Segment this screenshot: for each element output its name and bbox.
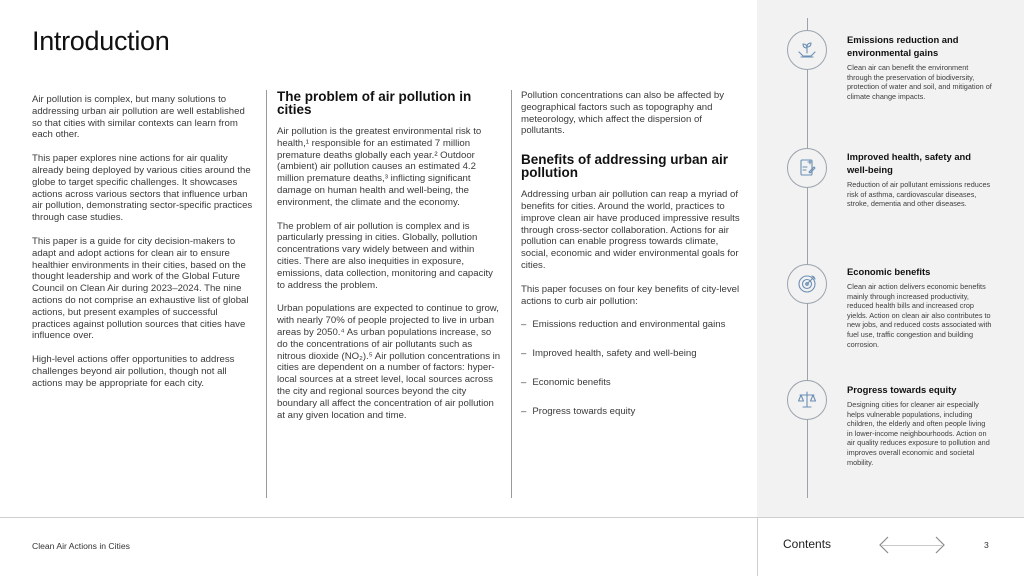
paragraph: Pollution concentrations can also be affected by geographical factors such as topography and meteorology, which affect the dispersion of pollutants. — [521, 90, 725, 137]
paragraph: This paper is a guide for city decision-makers to adapt and adopt actions for clean air to ensure healthier environments in their cities, based on the thought leadership and work of the Global Future Council on Clean Air during 2023–2024. The nine actions do not comprise an exhaustive list of global actions, but present examples of successful practices against pollution sources that cities have influence over. — [32, 235, 249, 342]
benefit-title: Emissions reduction and environmental gains — [847, 34, 959, 58]
list-item: – Emissions reduction and environmental gains — [521, 319, 726, 331]
paragraph: Air pollution is the greatest environmental risk to health,¹ responsible for an estimated 7 million premature deaths globally each year.² Outdoor (ambient) air pollution causes an estimated 4.2 million premature deaths,³ inflicting significant damage on human health and well-being, the environment, the climate and the economy. — [277, 126, 482, 208]
health-clipboard-icon — [787, 148, 827, 188]
paragraph: This paper focuses on four key benefits of city-level actions to curb air pollution: — [521, 283, 740, 307]
contents-link[interactable]: Contents — [783, 537, 832, 551]
benefits-panel — [757, 0, 1024, 517]
next-page-button[interactable] — [932, 534, 948, 556]
previous-page-button[interactable] — [876, 534, 892, 556]
benefit-text: Designing cities for cleaner air especially helps vulnerable populations, including children, the elderly and often people living in lower-income neighbourhoods. Action on air quality reduces exposure to pollution and improves overall economic and societal mobility. — [847, 400, 990, 467]
scales-icon — [787, 380, 827, 420]
problem-column — [277, 90, 501, 433]
paragraph: The problem of air pollution is complex and is particularly pressing in cities. Globally, pollution concentrations vary widely between and within cities. There are also inequities in exposure, emissions, data collection, monitoring and capacity to address the problem. — [277, 220, 493, 291]
chevron-left-icon — [876, 534, 892, 556]
document-title: Clean Air Actions in Cities — [32, 541, 130, 551]
page-number: 3 — [984, 540, 989, 550]
chevron-right-icon — [932, 534, 948, 556]
benefit-title: Progress towards equity — [847, 384, 957, 395]
section-heading: Benefits of addressing urban air pollution — [521, 152, 729, 181]
paragraph: High-level actions offer opportunities to address challenges beyond air pollution, though not all actions may be appropriate for each city. — [32, 354, 235, 389]
column-divider — [511, 90, 512, 498]
paragraph: Addressing urban air pollution can reap a myriad of benefits for cities. Around the world, practices to improve clean air have produced impressive results through cross-sector collaboration. Actions for air pollution can enable progress towards climate, social, economic and wider environmental goals for cities. — [521, 189, 740, 271]
page-title: Introduction — [32, 26, 170, 56]
footer-divider — [757, 517, 758, 576]
paragraph: Air pollution is complex, but many solutions to addressing urban air pollution are well established so that cities with similar contexts can learn from each other. — [32, 94, 245, 141]
benefit-item — [847, 150, 993, 209]
benefit-title: Improved health, safety and well-being — [847, 151, 971, 175]
list-item: – Improved health, safety and well-being — [521, 348, 697, 360]
benefit-text: Clean air action delivers economic benefits mainly through increased productivity, reduced health bills and increased crop yields. Action on clean air also contributes to new jobs, and reduced costs associated with fuel use, traffic congestion and building corrosion. — [847, 282, 992, 349]
benefit-item — [847, 33, 993, 101]
target-icon — [787, 264, 827, 304]
list-item: – Economic benefits — [521, 376, 611, 388]
paragraph: Urban populations are expected to continue to grow, with nearly 70% of people projected to live in urban areas by 2050.⁴ As urban populations increase, so do the concentrations of air pollutants such as nitrous dioxide (NO₂).⁵ Air pollution concentrations in cities are dependent on a number of factors: hyper-local sources at a street level, local sources across the city and regional sources beyond the city boundary all affect the concentration of air pollution at any given location and time. — [277, 303, 501, 421]
benefits-column — [521, 90, 747, 435]
footer-divider — [0, 517, 1024, 518]
paragraph: This paper explores nine actions for air quality already being deployed by various cities around the globe to target specific challenges. It showcases actions across various sectors that influence urban air pollution, demonstrating sector-specific practices through case studies. — [32, 153, 253, 224]
list-item: – Progress towards equity — [521, 405, 636, 417]
benefit-item — [847, 383, 993, 467]
section-heading: The problem of air pollution in cities — [277, 89, 472, 117]
plant-hands-icon — [787, 30, 827, 70]
benefit-title: Economic benefits — [847, 266, 931, 277]
benefit-text: Reduction of air pollutant emissions reduces risk of asthma, cardiovascular diseases, stroke, dementia and other diseases. — [847, 180, 991, 209]
page-navigation — [876, 534, 948, 556]
intro-column — [32, 94, 256, 402]
benefit-item — [847, 265, 993, 349]
benefit-text: Clean air can benefit the environment through the preservation of biodiversity, protection of water and soil, and mitigation of climate change impacts. — [847, 63, 992, 101]
timeline-line — [807, 18, 808, 498]
column-divider — [266, 90, 267, 498]
